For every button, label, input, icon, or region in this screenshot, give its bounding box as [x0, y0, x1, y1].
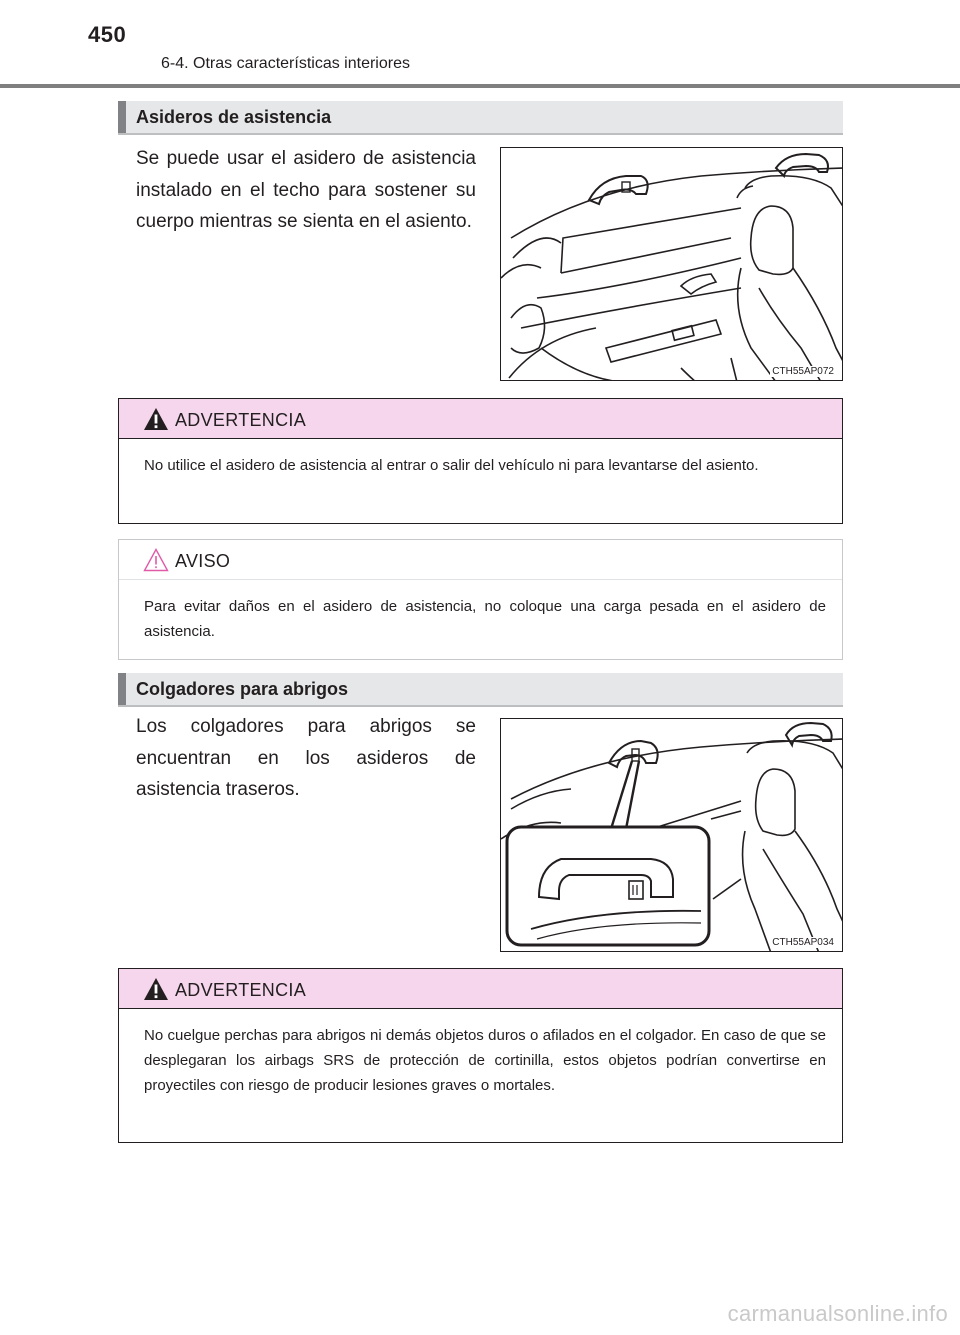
caution-box [118, 539, 843, 660]
warning-text: No utilice el asidero de asistencia al entrar o salir del vehículo ni para levantarse del asiento. [144, 457, 759, 474]
warning-header [119, 969, 842, 1009]
warning-title: ADVERTENCIA [175, 980, 306, 1000]
coat-hook-illustration [500, 718, 843, 952]
watermark: carmanualsonline.info [727, 1301, 948, 1326]
chapter-title: 6-4. Otras características interiores [161, 55, 410, 72]
section-heading-colgadores [118, 673, 843, 707]
warning-triangle-icon [143, 977, 169, 1006]
header-rule [0, 84, 960, 88]
warning-triangle-icon [143, 407, 169, 436]
section-marker [118, 101, 126, 133]
page-number: 450 [88, 22, 127, 47]
caution-triangle-icon [143, 548, 169, 577]
warning-title: ADVERTENCIA [175, 410, 306, 430]
section2-paragraph: Los colgadores para abrigos se encuentran en los asideros de asistencia traseros. [136, 716, 476, 800]
caution-text: Para evitar daños en el asidero de asistencia, no coloque una carga pesada en el asidero de asistencia. [144, 598, 826, 640]
section-title: Colgadores para abrigos [136, 679, 349, 699]
section-marker [118, 673, 126, 705]
figure-code: CTH55AP034 [772, 937, 834, 948]
warning-box-2 [118, 968, 843, 1143]
figure-code: CTH55AP072 [772, 366, 834, 377]
section1-paragraph: Se puede usar el asidero de asistencia instalado en el techo para sostener su cuerpo mientras se sienta en el asiento. [136, 148, 476, 232]
caution-title: AVISO [175, 551, 231, 571]
warning-box-1 [118, 398, 843, 524]
section-title: Asideros de asistencia [136, 107, 332, 127]
assist-grip-illustration [500, 147, 843, 381]
warning-header [119, 399, 842, 439]
warning-text: No cuelgue perchas para abrigos ni demás objetos duros o afilados en el colgador. En caso de que se desplegaran los airbags SRS de protección de cortinilla, estos objetos podrían convertirse en proyectiles con riesgo de producir lesiones graves o mortales. [144, 1027, 826, 1094]
section-heading-asideros [118, 101, 843, 135]
caution-header [119, 540, 842, 580]
